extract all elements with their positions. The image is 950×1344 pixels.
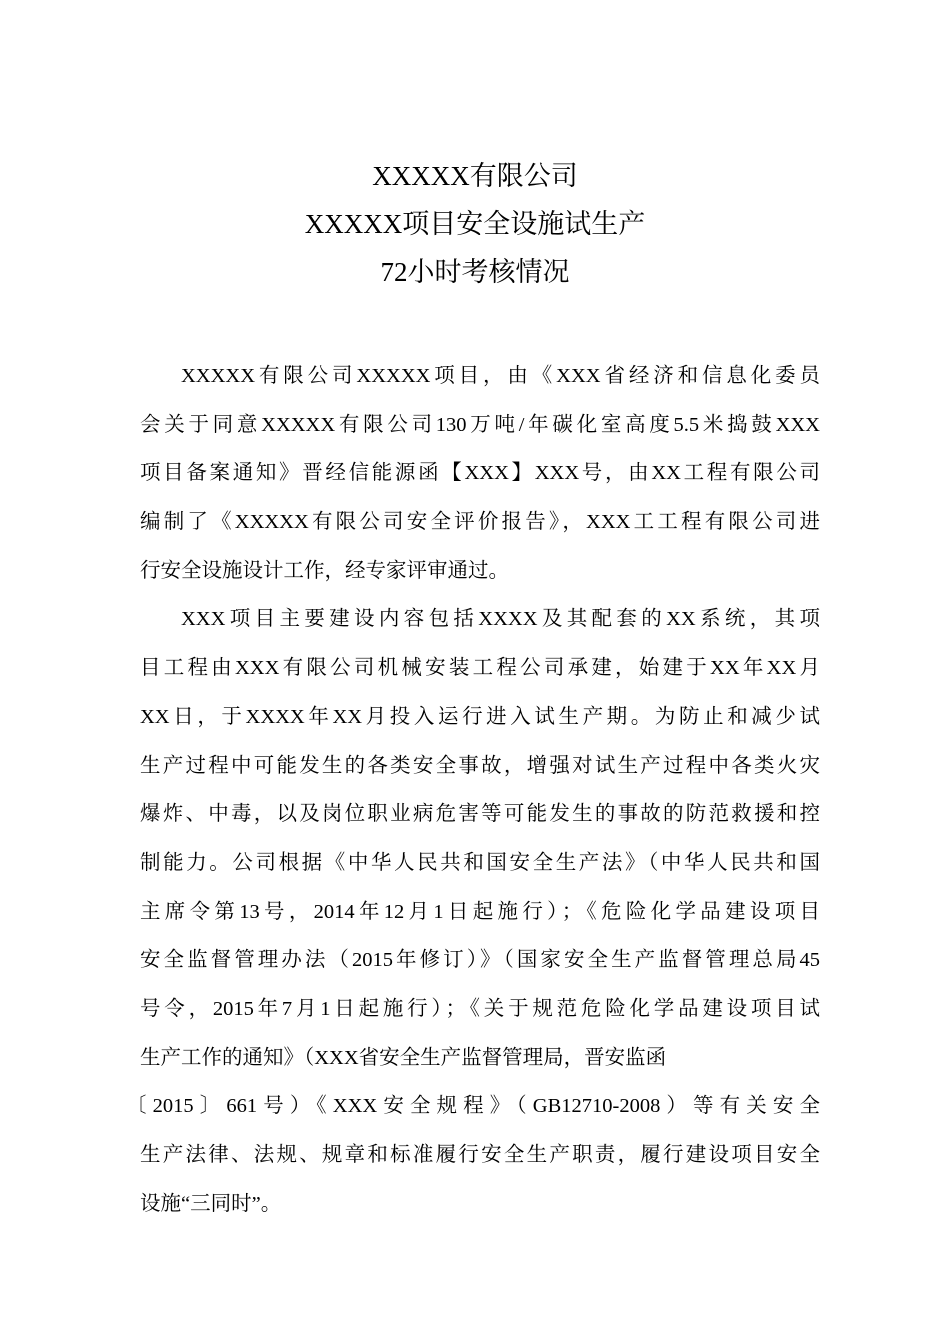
title-line-company: XXXXX有限公司 xyxy=(372,161,578,191)
text-line: 主席令第13号，2014年12月1日起施行）；《危险化学品建设项目 xyxy=(140,900,820,923)
text-line: 安全监督管理办法（2015年修订）》（国家安全生产监督管理总局45 xyxy=(140,949,820,972)
text-line: 号令，2015年7月1日起施行）；《关于规范危险化学品建设项目试 xyxy=(140,997,820,1020)
text-line: XXXXX有限公司XXXXX项目，由《XXX省经济和信息化委员 xyxy=(181,365,820,387)
text-line: 爆炸、中毒，以及岗位职业病危害等可能发生的事故的防范救援和控 xyxy=(140,803,820,826)
text-line: 行安全设施设计工作，经专家评审通过。 xyxy=(140,559,509,582)
text-line: 项目备案通知》晋经信能源函【XXX】XXX号，由XX工程有限公司 xyxy=(140,462,820,485)
text-line: 制能力。公司根据《中华人民共和国安全生产法》（中华人民共和国 xyxy=(140,851,820,874)
text-line: XX日，于XXXX年XX月投入运行进入试生产期。为防止和减少试 xyxy=(140,705,820,728)
paragraph-1 xyxy=(140,352,820,595)
text-line: 目工程由XXX有限公司机械安装工程公司承建，始建于XX年XX月 xyxy=(140,657,820,680)
title-line-project: XXXXX项目安全设施试生产 xyxy=(304,209,646,239)
text-line: 编制了《XXXXX有限公司安全评价报告》，XXX工工程有限公司进 xyxy=(140,511,820,534)
document-body xyxy=(126,352,820,1228)
paragraph-2 xyxy=(126,595,820,1228)
text-line: 生产法律、法规、规章和标准履行安全生产职责，履行建设项目安全 xyxy=(140,1144,820,1166)
document-title xyxy=(0,152,950,296)
text-line: 设施“三同时”。 xyxy=(140,1192,282,1215)
text-line: 会关于同意XXXXX有限公司130万吨/年碳化室高度5.5米捣鼓XXX xyxy=(140,413,820,436)
text-line: XXX项目主要建设内容包括XXXX及其配套的XX系统，其项 xyxy=(181,608,820,631)
title-line-subject: 72小时考核情况 xyxy=(380,257,570,287)
text-line: 生产工作的通知》（XXX省安全生产监督管理局，晋安监函 xyxy=(140,1046,667,1069)
text-line: 〔2015〕661号）《XXX安全规程》（GB12710-2008）等有关安全 xyxy=(126,1095,820,1118)
text-line: 生产过程中可能发生的各类安全事故，增强对试生产过程中各类火灾 xyxy=(140,754,820,777)
